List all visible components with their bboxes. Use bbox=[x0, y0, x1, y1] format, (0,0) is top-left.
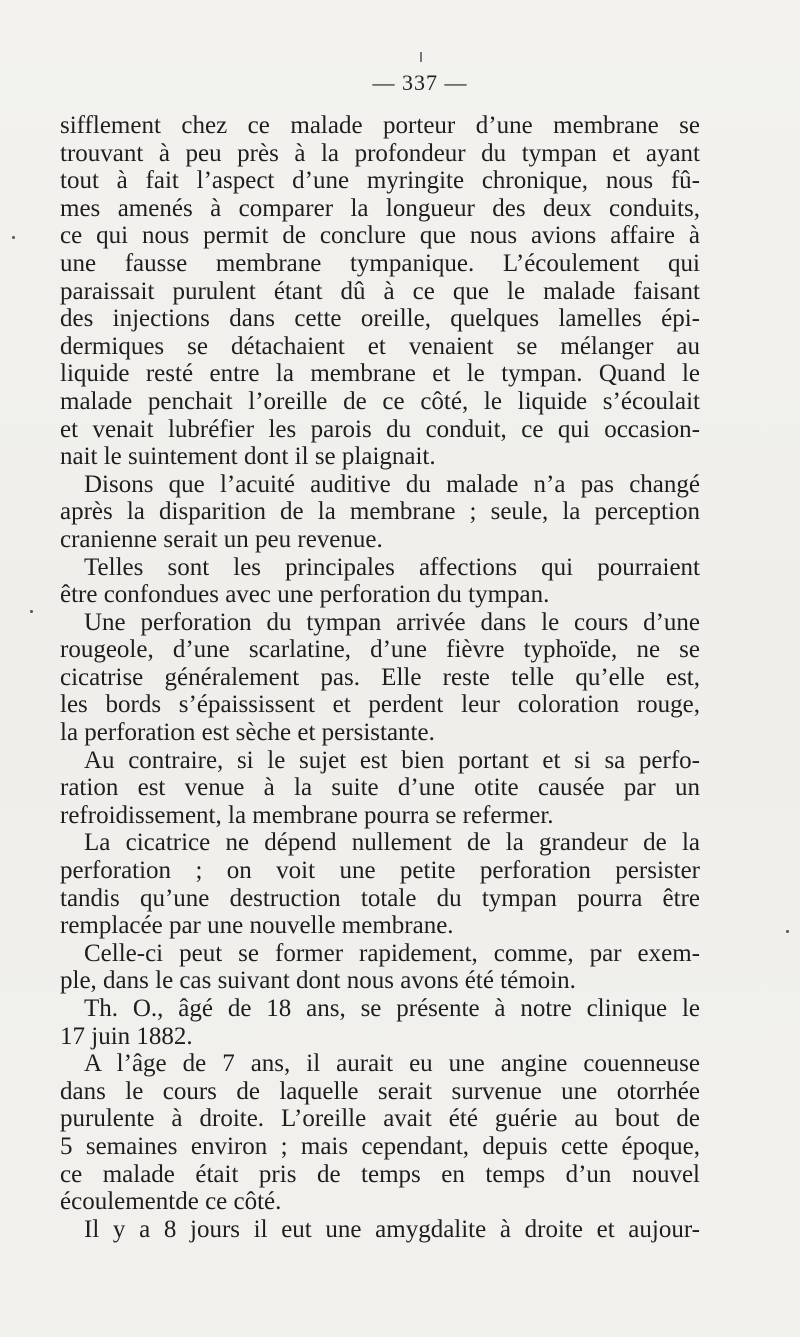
text-line: remplacée par une nouvelle membrane. bbox=[60, 912, 454, 940]
text-line: la perforation est sèche et persistante. bbox=[60, 719, 435, 747]
text-line: Une perforation du tympan arrivée dans le cours d’une bbox=[84, 608, 700, 636]
text-line: dermiques se détachaient et venaient se mélanger au bbox=[60, 332, 700, 360]
text-line: rougeole, d’une scarlatine, d’une fièvre typhoïde, ne se bbox=[60, 636, 700, 664]
paragraph bbox=[60, 554, 700, 609]
paragraph bbox=[60, 471, 700, 554]
text-line: purulente à droite. L’oreille avait été guérie au bout de bbox=[60, 1105, 700, 1133]
text-line: sifflement chez ce malade porteur d’une membrane se bbox=[60, 112, 700, 139]
margin-speck bbox=[786, 930, 789, 933]
text-line: 5 semaines environ ; mais cependant, depuis cette époque, bbox=[60, 1132, 700, 1160]
text-line: Celle-ci peut se former rapidement, comme, par exem- bbox=[84, 939, 700, 967]
text-line: ple, dans le cas suivant dont nous avons été témoin. bbox=[60, 967, 576, 995]
text-line: Il y a 8 jours il eut une amygdalite à droite et aujour- bbox=[84, 1215, 700, 1243]
paragraph bbox=[60, 940, 700, 995]
text-line: ce malade était pris de temps en temps d’un nouvel bbox=[60, 1160, 700, 1188]
paragraph bbox=[60, 995, 700, 1050]
text-line: refroidissement, la membrane pourra se refermer. bbox=[60, 801, 554, 829]
text-line: Au contraire, si le sujet est bien portant et si sa perfo- bbox=[84, 746, 700, 774]
text-line: une fausse membrane tympanique. L’écoulement qui bbox=[60, 249, 700, 277]
paragraph bbox=[60, 747, 700, 830]
text-line: 17 juin 1882. bbox=[60, 1022, 193, 1050]
paragraph bbox=[60, 1216, 700, 1244]
text-line: écoulementde ce côté. bbox=[60, 1188, 282, 1216]
text-line: Th. O., âgé de 18 ans, se présente à notre clinique le bbox=[84, 995, 700, 1022]
text-line: nait le suintement dont il se plaignait. bbox=[60, 443, 436, 471]
text-line: les bords s’épaississent et perdent leur coloration rouge, bbox=[60, 691, 700, 719]
text-line: cicatrise généralement pas. Elle reste telle qu’elle est, bbox=[60, 663, 700, 691]
paragraph bbox=[60, 1050, 700, 1216]
text-line: perforation ; on voit une petite perforation persister bbox=[60, 857, 700, 885]
paragraph bbox=[60, 112, 700, 471]
text-line: malade penchait l’oreille de ce côté, le liquide s’écoulait bbox=[60, 387, 700, 415]
text-line: ration est venue à la suite d’une otite causée par un bbox=[60, 774, 700, 802]
text-line: ce qui nous permit de conclure que nous avions affaire à bbox=[60, 222, 700, 250]
text-line: être confondues avec une perforation du tympan. bbox=[60, 581, 550, 609]
text-line: cranienne serait un peu revenue. bbox=[60, 525, 383, 553]
print-mark bbox=[420, 52, 422, 62]
text-line: après la disparition de la membrane ; seule, la perception bbox=[60, 498, 700, 526]
text-line: des injections dans cette oreille, quelques lamelles épi- bbox=[60, 305, 700, 333]
page-number: — 337 — bbox=[372, 70, 468, 95]
text-line: paraissait purulent étant dû à ce que le malade faisant bbox=[60, 277, 700, 305]
text-line: A l’âge de 7 ans, il aurait eu une angine couenneuse bbox=[84, 1050, 700, 1078]
text-line: et venait lubréfier les parois du conduit, ce qui occasion- bbox=[60, 415, 700, 443]
paragraph bbox=[60, 609, 700, 747]
text-line: tandis qu’une destruction totale du tympan pourra être bbox=[60, 884, 700, 912]
text-line: Telles sont les principales affections qui pourraient bbox=[84, 553, 700, 581]
text-line: trouvant à peu près à la profondeur du tympan et ayant bbox=[60, 139, 700, 167]
margin-speck bbox=[30, 610, 33, 613]
text-line: La cicatrice ne dépend nullement de la grandeur de la bbox=[84, 829, 700, 857]
body-text bbox=[60, 112, 700, 1243]
text-line: tout à fait l’aspect d’une myringite chronique, nous fû- bbox=[60, 167, 700, 195]
text-line: mes amenés à comparer la longueur des deux conduits, bbox=[60, 194, 700, 222]
paragraph bbox=[60, 829, 700, 939]
text-line: liquide resté entre la membrane et le tympan. Quand le bbox=[60, 360, 700, 388]
margin-speck bbox=[12, 236, 15, 239]
text-line: dans le cours de laquelle serait survenue une otorrhée bbox=[60, 1077, 700, 1105]
text-line: Disons que l’acuité auditive du malade n’a pas changé bbox=[84, 470, 700, 498]
